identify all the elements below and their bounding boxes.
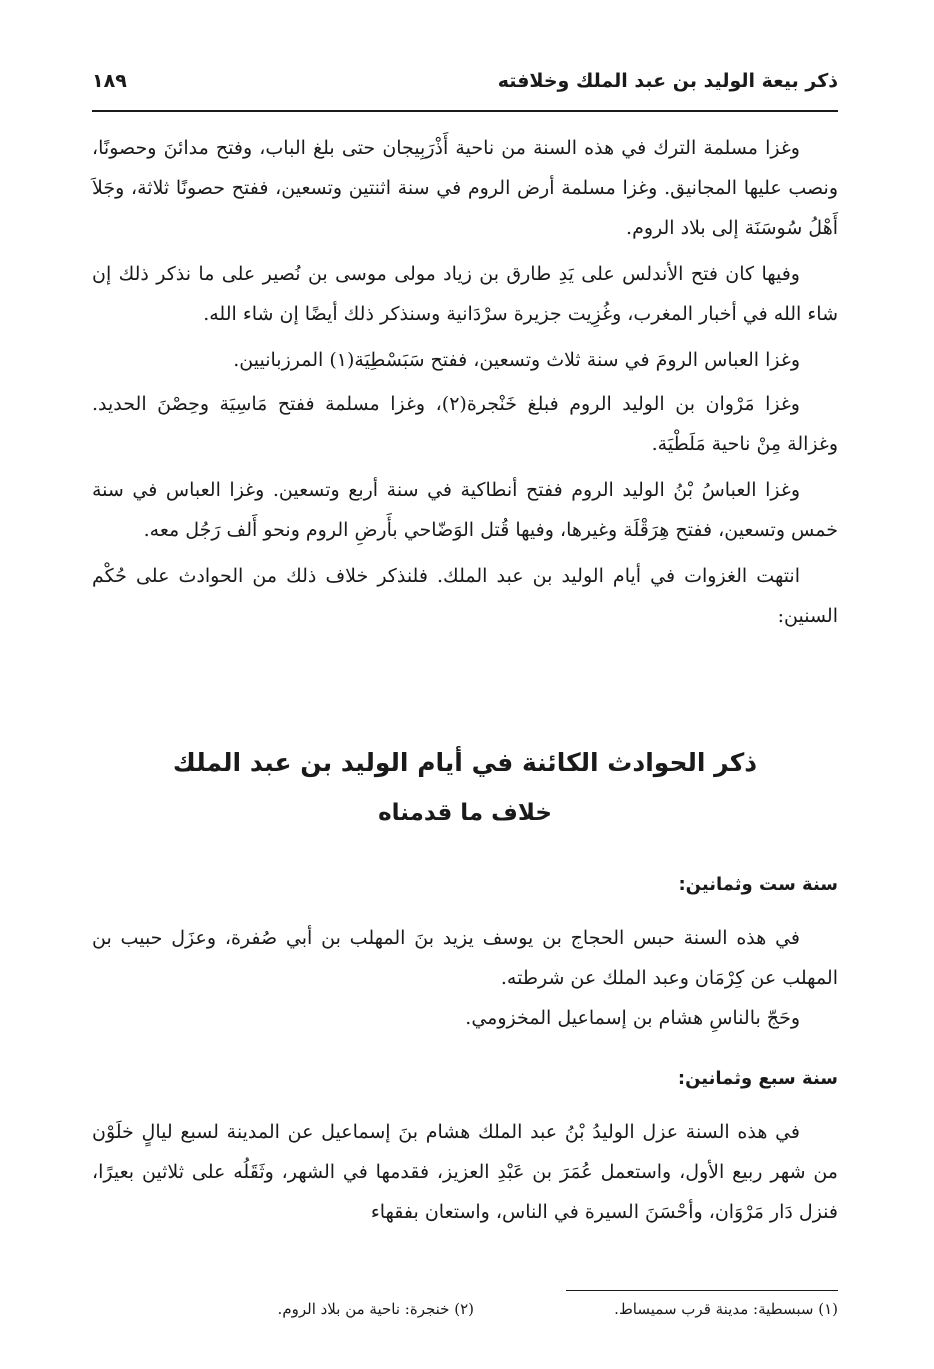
header-divider — [92, 110, 838, 112]
paragraph: وغزا العباسُ بْنُ الوليد الروم ففتح أنطاكية في سنة أربع وتسعين. وغزا العباس في سنة خمس وتسعين، ففتح هِرَقْلَة وغيرها، وفيها قُتل الوَضّاحي بأَرضِ الروم ونحو أَلف رَجُل معه. — [92, 479, 838, 541]
footnote-divider — [566, 1290, 838, 1291]
body-text-top — [92, 128, 838, 636]
year-heading-87: سنة سبع وثمانين: — [677, 1068, 838, 1089]
paragraph: وغزا العباس الرومَ في سنة ثلاث وتسعين، ففتح سَبَسْطِيَة(١) المرزبانيين. — [233, 349, 800, 371]
page-number: ١٨٩ — [92, 70, 127, 92]
body-text-year-86 — [92, 918, 838, 1038]
paragraph: وفيها كان فتح الأندلس على يَدِ طارق بن زياد مولى موسى بن نُصير على ما نذكر ذلك إن شاء الله في أخبار المغرب، وغُزِيت جزيرة سرْدَانية وسنذكر ذلك أيضًا إن شاء الله. — [92, 263, 838, 325]
year-heading-86: سنة ست وثمانين: — [678, 874, 838, 895]
paragraph: وغزا مسلمة الترك في هذه السنة من ناحية أَذْرَبِيجان حتى بلغ الباب، وفتح مدائنَ وحصونًا، ونصب عليها المجانيق. وغزا مسلمة أرض الروم في سنة اثنتين وتسعين، ففتح حصونًا ثلاثة، وجَلاَ أَهْلُ سُوسَنَة إلى بلاد الروم. — [92, 137, 838, 239]
chapter-subtitle: خلاف ما قدمناه — [378, 800, 552, 826]
paragraph: وحَجّ بالناسِ هشام بن إسماعيل المخزومي. — [465, 1007, 800, 1029]
paragraph: وغزا مَرْوان بن الوليد الروم فبلغ خَنْجرة(٢)، وغزا مسلمة ففتح مَاسِيَة وحِصْنَ الحديد. وغزالة مِنْ ناحية مَلَطْيَة. — [92, 393, 838, 455]
paragraph: انتهت الغزوات في أيام الوليد بن عبد الملك. فلنذكر خلاف ذلك من الحوادث على حُكْم السنين: — [92, 565, 838, 627]
body-text-year-87 — [92, 1112, 838, 1232]
running-head — [92, 70, 838, 106]
running-title: ذكر بيعة الوليد بن عبد الملك وخلافته — [497, 70, 838, 92]
paragraph: في هذه السنة حبس الحجاج بن يوسف يزيد بنَ المهلب بن أبي صُفرة، وعزَل حبيب بن المهلب عن كِرْمَان وعبد الملك عن شرطته. — [92, 927, 838, 989]
chapter-title: ذكر الحوادث الكائنة في أيام الوليد بن عبد الملك — [172, 748, 758, 777]
footnote-1: (١) سبسطية: مدينة قرب سميساط. — [614, 1300, 838, 1318]
paragraph: في هذه السنة عزل الوليدُ بْنُ عبد الملك هشام بنَ إسماعيل عن المدينة لسبع ليالٍ خلَوْن من شهر ربيع الأول، واستعمل عُمَرَ بن عَبْدِ العزيز، فقدمها في الشهر، وثَقَلُه على ثلاثين بعيرًا، فنزل دَار مَرْوَان، وأحْسَنَ السيرة في الناس، واستعان بفقهاء — [92, 1121, 838, 1223]
footnote-2: (٢) خنجرة: ناحية من بلاد الروم. — [277, 1300, 474, 1318]
